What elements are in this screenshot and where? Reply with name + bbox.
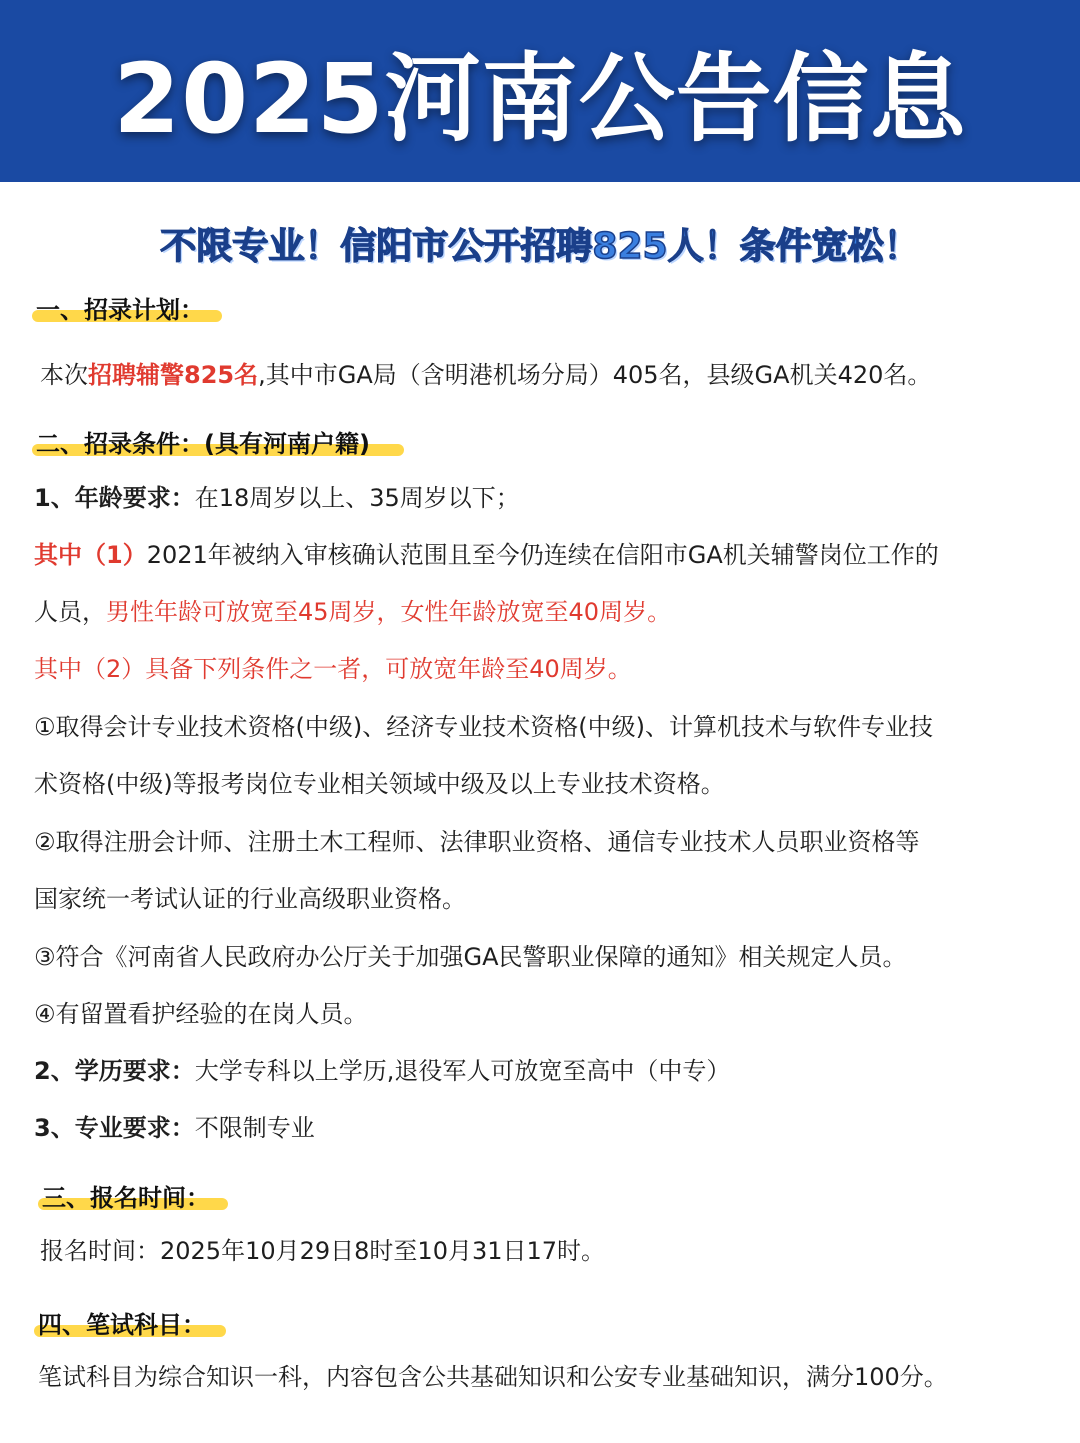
note1-label: 其中（1） [34,541,147,569]
section-title-plan: 一、招录计划： [36,296,204,324]
section-title-conditions: 二、招录条件：(具有河南户籍) [36,430,370,458]
education-text: 大学专科以上学历,退役军人可放宽至高中（中专） [194,1057,731,1085]
section-title-registration: 三、报名时间： [42,1184,210,1212]
headline: 不限专业！信阳市公开招聘825人！条件宽松！ [160,226,920,267]
condition-2-line1: ②取得注册会计师、注册土木工程师、法律职业资格、通信专业技术人员职业资格等 [34,828,920,856]
page-title: 2025河南公告信息 [113,42,967,155]
title-banner [0,0,1080,182]
major-requirement [34,1113,1044,1143]
age-label: 1、年龄要求： [34,484,195,512]
major-text: 不限制专业 [194,1114,315,1142]
condition-1-line2: 术资格(中级)等报考岗位专业相关领域中级及以上专业技术资格。 [34,770,725,798]
condition-4: ④有留置看护经验的在岗人员。 [34,1000,368,1028]
age-text: 在18周岁以上、35周岁以下； [194,484,520,512]
note1-text: 2021年被纳入审核确认范围且至今仍连续在信阳市GA机关辅警岗位工作的 [146,541,939,569]
condition-3: ③符合《河南省人民政府办公厅关于加强GA民警职业保障的通知》相关规定人员。 [34,943,907,971]
note1-line2 [34,597,1044,627]
age-requirement [34,483,1044,513]
note2: 其中（2）具备下列条件之一者，可放宽年龄至40周岁。 [34,655,632,683]
plan-paragraph [40,360,1050,390]
education-label: 2、学历要求： [34,1057,195,1085]
section-title-exam: 四、笔试科目： [38,1311,206,1339]
condition-1-line1: ①取得会计专业技术资格(中级)、经济专业技术资格(中级)、计算机技术与软件专业技 [34,713,933,741]
education-requirement [34,1056,1044,1086]
plan-prefix: 本次 [40,361,88,389]
note1-line1 [34,540,1044,570]
note1-cont-b: 男性年龄可放宽至45周岁，女性年龄放宽至40周岁。 [106,598,672,626]
exam-description: 笔试科目为综合知识一科，内容包含公共基础知识和公安专业基础知识，满分100分。 [38,1363,948,1391]
plan-rest: ,其中市GA局（含明港机场分局）405名，县级GA机关420名。 [258,361,932,389]
major-label: 3、专业要求： [34,1114,195,1142]
plan-highlight: 招聘辅警825名 [88,361,259,389]
registration-time: 报名时间：2025年10月29日8时至10月31日17时。 [40,1237,606,1265]
condition-2-line2: 国家统一考试认证的行业高级职业资格。 [34,885,466,913]
note1-cont-a: 人员， [34,598,106,626]
